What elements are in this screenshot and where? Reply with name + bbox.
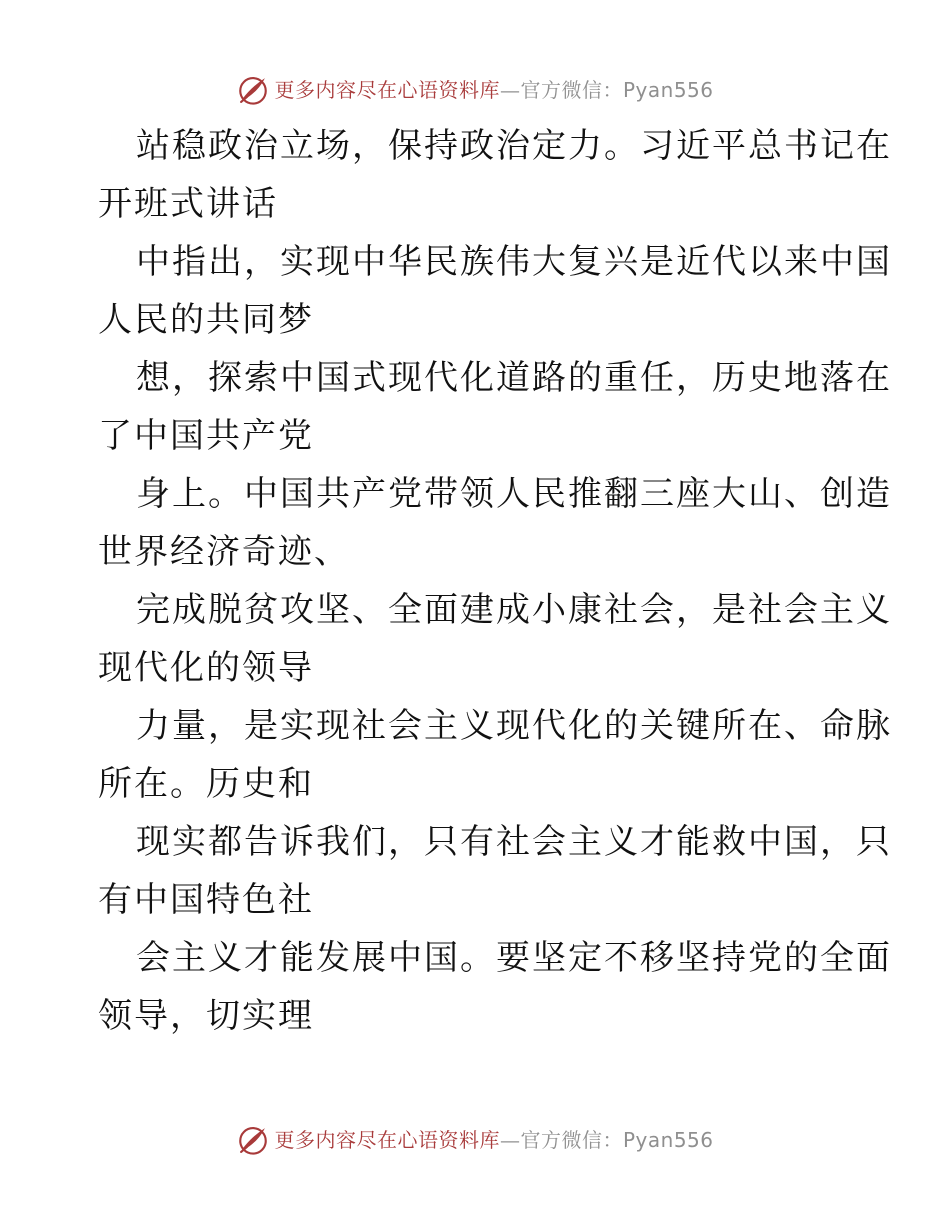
paragraph-line-first: 力量，是实现社会主义现代化的关键所在、命脉 xyxy=(136,706,892,746)
banner-wechat-label: 官方微信： xyxy=(520,78,623,102)
paragraph-line-rest: 人民的共同梦 xyxy=(98,300,314,340)
paragraph-line-first: 想，探索中国式现代化道路的重任，历史地落在 xyxy=(136,358,892,398)
banner-title: 更多内容尽在心语资料库 xyxy=(274,78,500,102)
footer-banner xyxy=(0,1120,950,1160)
paragraph-line-first: 完成脱贫攻坚、全面建成小康社会，是社会主义 xyxy=(136,590,892,630)
banner-title: 更多内容尽在心语资料库 xyxy=(274,1128,500,1152)
paragraph-line-first: 现实都告诉我们，只有社会主义才能救中国，只 xyxy=(136,822,892,862)
paragraph-line-rest: 开班式讲话 xyxy=(98,184,278,224)
paragraph-line-rest: 所在。历史和 xyxy=(98,764,314,804)
quill-pen-logo-icon xyxy=(236,73,270,107)
paragraph-line-rest: 现代化的领导 xyxy=(98,648,314,688)
banner-separator: — xyxy=(499,1128,521,1152)
banner-wechat-id: Pyan556 xyxy=(622,78,714,102)
paragraph-line-rest: 有中国特色社 xyxy=(98,880,314,920)
paragraph-line-rest: 了中国共产党 xyxy=(98,416,314,456)
paragraph-line-first: 身上。中国共产党带领人民推翻三座大山、创造 xyxy=(136,474,892,514)
paragraph-line-rest: 领导，切实理 xyxy=(98,996,314,1036)
banner-wechat-id: Pyan556 xyxy=(622,1128,714,1152)
document-body xyxy=(98,117,892,1045)
paragraph-line-first: 站稳政治立场，保持政治定力。习近平总书记在 xyxy=(136,126,892,166)
banner-wechat-label: 官方微信： xyxy=(520,1128,623,1152)
paragraph-line-rest: 世界经济奇迹、 xyxy=(98,532,350,572)
paragraph-line-first: 会主义才能发展中国。要坚定不移坚持党的全面 xyxy=(136,938,892,978)
banner-separator: — xyxy=(499,78,521,102)
paragraph-line-first: 中指出，实现中华民族伟大复兴是近代以来中国 xyxy=(136,242,892,282)
quill-pen-logo-icon xyxy=(236,1123,270,1157)
header-banner xyxy=(0,70,950,110)
